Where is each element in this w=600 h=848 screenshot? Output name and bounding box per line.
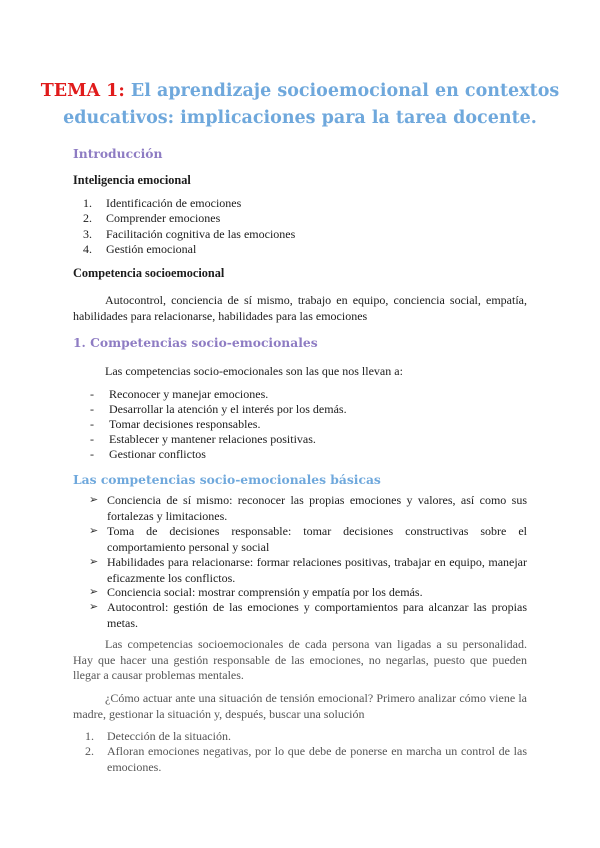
s2-item-1: Conciencia de sí mismo: reconocer las propias emociones y valores, así como sus fortalezas y limitaciones. (107, 493, 527, 523)
step-num-2: 2. (85, 744, 94, 758)
ie-heading: Inteligencia emocional (73, 173, 191, 187)
ie-item-2: Comprender emociones (106, 211, 221, 225)
dash-2: - (90, 402, 94, 416)
ie-num-4: 4. (83, 242, 92, 256)
s2-item-3: Habilidades para relacionarse: formar relaciones positivas, trabajar en equipo, manejar eficazmente los conflictos. (107, 555, 527, 585)
s1-item-1: Reconocer y manejar emociones. (109, 387, 269, 401)
cs-heading: Competencia socioemocional (73, 266, 225, 280)
ie-num-2: 2. (83, 211, 92, 225)
cs-text: Autocontrol, conciencia de sí mismo, trabajo en equipo, conciencia social, empatía, habilidades para relacionarse, habilidades para las emociones (73, 293, 527, 323)
s1-item-5: Gestionar conflictos (109, 447, 206, 461)
title-lead: TEMA 1: (40, 81, 125, 101)
arrow-bullet-icon: ➢ (89, 525, 99, 537)
s2-item-5: Autocontrol: gestión de las emociones y comportamientos para alcanzar las propias metas. (107, 600, 527, 630)
dash-3: - (90, 417, 94, 431)
arrow-bullet-icon: ➢ (89, 586, 99, 598)
step-2: Afloran emociones negativas, por lo que debe de ponerse en marcha un control de las emociones. (107, 744, 527, 774)
section1-lead: Las competencias socio-emocionales son las que nos llevan a: (105, 364, 403, 378)
ie-num-1: 1. (83, 196, 92, 210)
s2-item-4: Conciencia social: mostrar comprensión y empatía por los demás. (107, 585, 423, 599)
s1-item-4: Establecer y mantener relaciones positivas. (109, 432, 316, 446)
arrow-bullet-icon: ➢ (89, 601, 99, 613)
arrow-bullet-icon: ➢ (89, 494, 99, 506)
dash-5: - (90, 447, 94, 461)
para2: ¿Cómo actuar ante una situación de tensión emocional? Primero analizar cómo viene la madre, gestionar la situación y, después, buscar una solución (73, 691, 527, 721)
section2-heading: Las competencias socio-emocionales básicas (73, 472, 381, 487)
s2-item-2: Toma de decisiones responsable: tomar decisiones constructivas sobre el comportamiento personal y social (107, 524, 527, 554)
intro-heading: Introducción (73, 146, 163, 161)
para1: Las competencias socioemocionales de cada persona van ligadas a su personalidad. Hay que hacer una gestión responsable de las emociones, no negarlas, puesto que pueden llegar a causar problemas mentales. (73, 637, 527, 682)
dash-1: - (90, 387, 94, 401)
section1-heading: 1. Competencias socio-emocionales (73, 335, 318, 350)
dash-4: - (90, 432, 94, 446)
ie-num-3: 3. (83, 227, 92, 241)
step-num-1: 1. (85, 729, 94, 743)
s1-item-3: Tomar decisiones responsables. (109, 417, 261, 431)
page-title (40, 78, 560, 132)
ie-item-1: Identificación de emociones (106, 196, 242, 210)
step-1: Detección de la situación. (107, 729, 231, 743)
s1-item-2: Desarrollar la atención y el interés por los demás. (109, 402, 347, 416)
arrow-bullet-icon: ➢ (89, 556, 99, 568)
ie-item-4: Gestión emocional (106, 242, 197, 256)
ie-item-3: Facilitación cognitiva de las emociones (106, 227, 296, 241)
title-rest: El aprendizaje socioemocional en contextos educativos: implicaciones para la tarea docente. (63, 81, 560, 128)
